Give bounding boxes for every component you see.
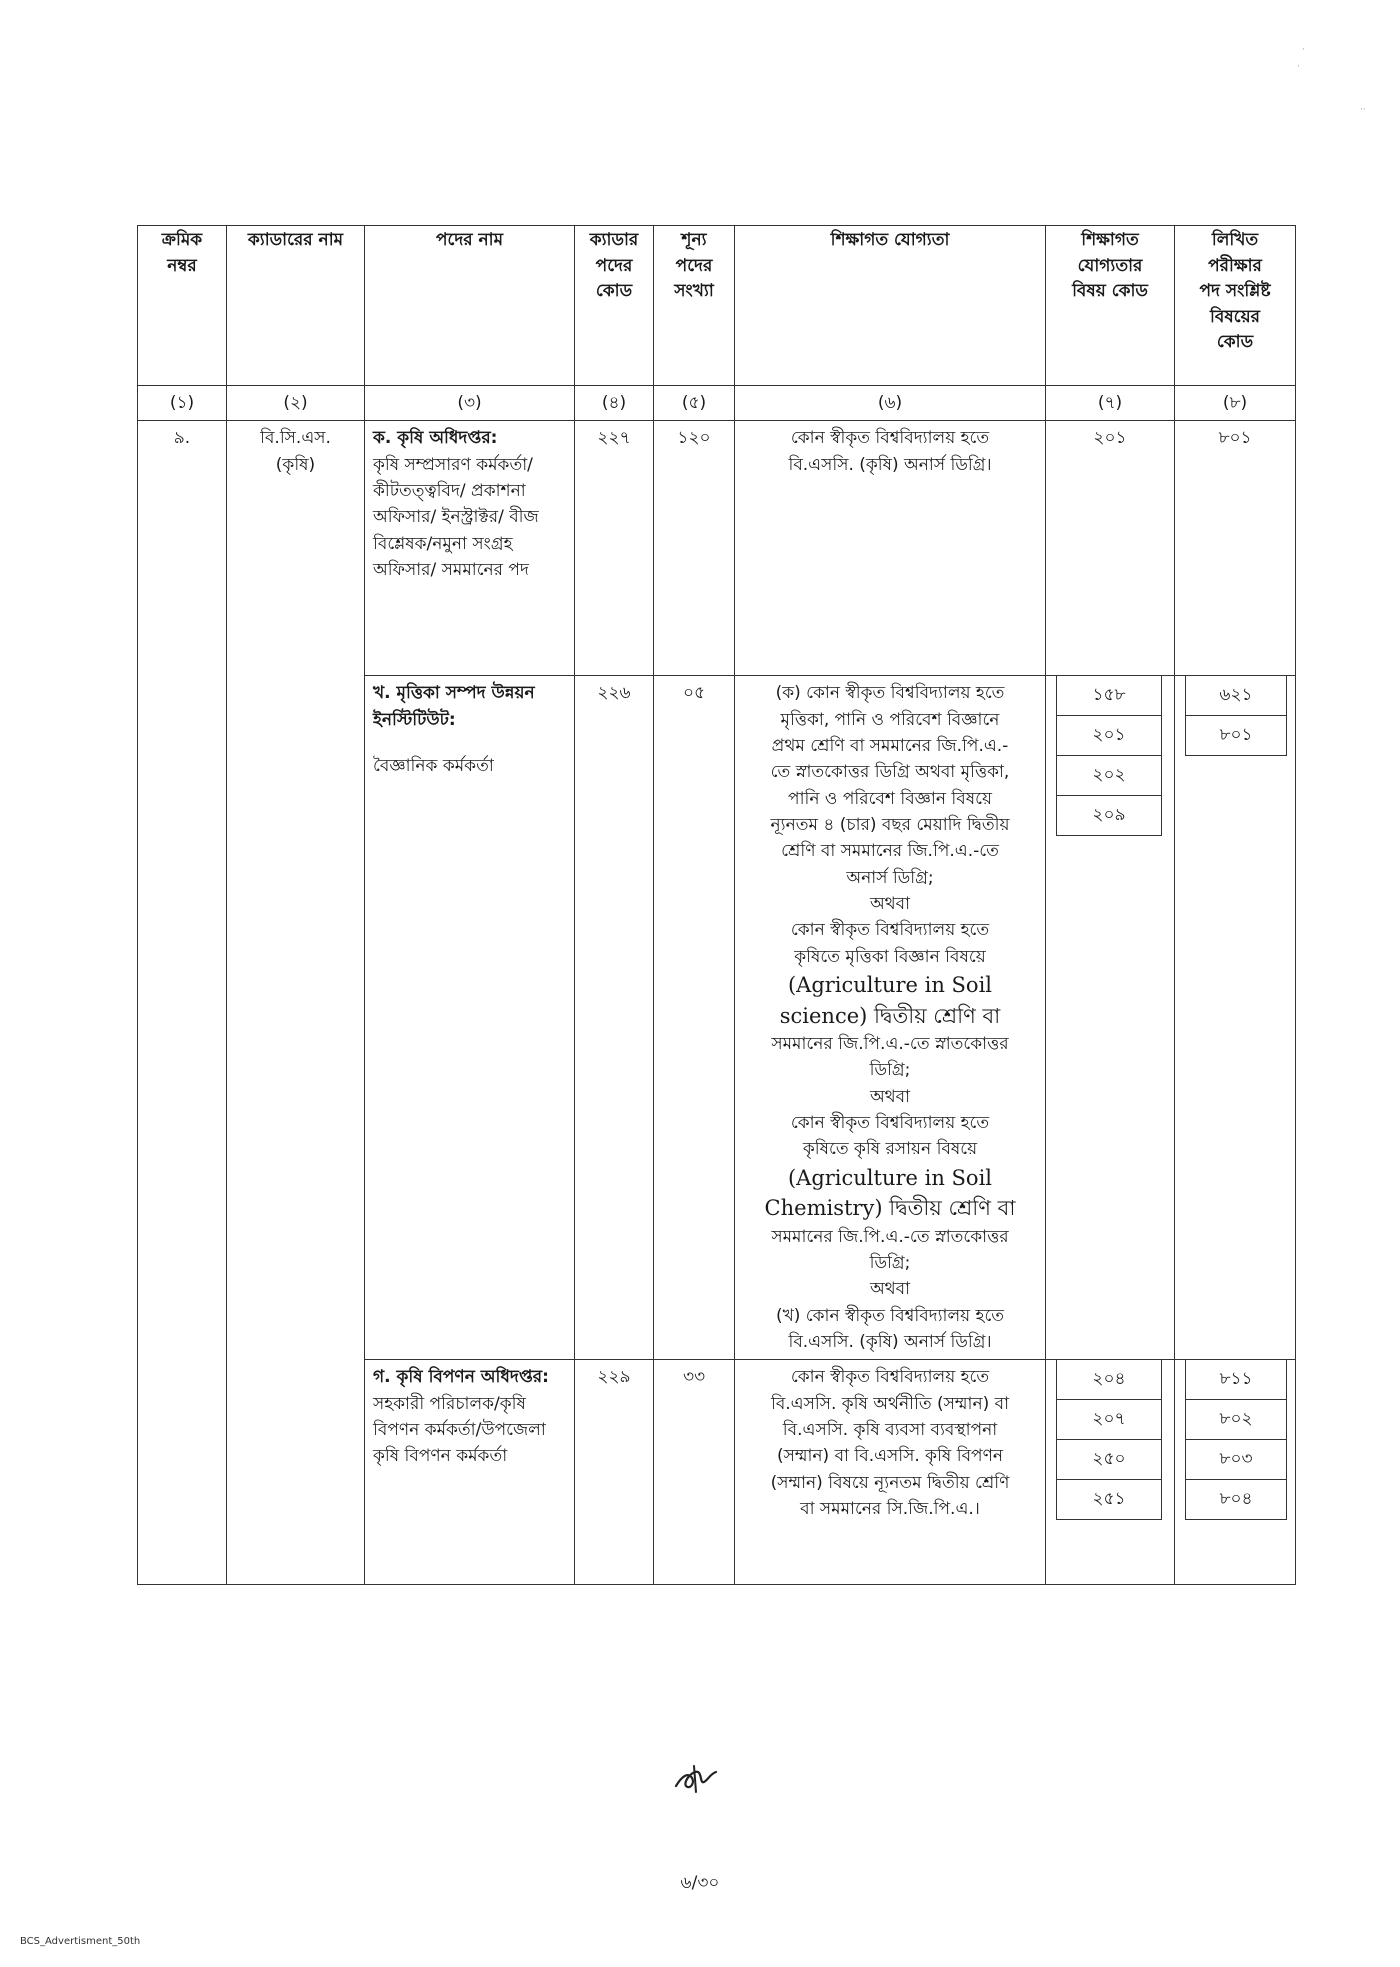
col-number: (৫) <box>654 386 735 421</box>
footer-filename: BCS_Advertisment_50th <box>20 1936 141 1947</box>
department-heading: গ. কৃষি বিপণন অধিদপ্তর: <box>373 1367 549 1388</box>
exam-code: ৮০৪ <box>1219 1489 1253 1510</box>
subject-code: ২০১ <box>1057 716 1161 756</box>
serial-number: ৯. <box>138 421 227 1585</box>
post-name <box>365 676 575 1360</box>
header-serial: ক্রমিক নম্বর <box>138 226 227 386</box>
header-post-name: পদের নাম <box>365 226 575 386</box>
col-number: (৬) <box>735 386 1046 421</box>
exam-code: ৮০৩ <box>1186 1440 1286 1480</box>
column-number-row <box>138 386 1296 421</box>
subject-code: ২৫১ <box>1092 1489 1126 1510</box>
qualification: (ক) কোন স্বীকৃত বিশ্ববিদ্যালয় হতে মৃত্তিকা, পানি ও পরিবেশ বিজ্ঞানে প্রথম শ্রেণি বা সমমানের জি.পি.এ.- তে স্নাতকোত্তর ডিগ্রি অথবা মৃত্তিকা, পানি ও পরিবেশ বিজ্ঞান বিষয়ে ন্যূনতম ৪ (চার) বছর মেয়াদি দ্বিতীয় শ্রেণি বা সমমানের জি.পি.এ.-তে অনার্স ডিগ্রি; অথবা কোন স্বীকৃত বিশ্ববিদ্যালয় হতে কৃষিতে মৃত্তিকা বিজ্ঞান বিষয়ে (Agriculture in Soil science) দ্বিতীয় শ্রেণি বা সমমানের জি.পি.এ.-তে স্নাতকোত্তর ডিগ্রি; অথবা কোন স্বীকৃত বিশ্ববিদ্যালয় হতে কৃষিতে কৃষি রসায়ন বিষয়ে (Agriculture in Soil Chemistry) দ্বিতীয় শ্রেণি বা সমমানের জি.পি.এ.-তে স্নাতকোত্তর ডিগ্রি; অথবা (খ) কোন স্বীকৃত বিশ্ববিদ্যালয় হতে বি.এসসি. (কৃষি) অনার্স ডিগ্রি। <box>735 676 1046 1360</box>
header-cadre-code: ক্যাডার পদের কোড <box>575 226 654 386</box>
exam-code: ৮০১ <box>1219 725 1253 746</box>
post-name <box>365 1360 575 1585</box>
qualification: কোন স্বীকৃত বিশ্ববিদ্যালয় হতে বি.এসসি. (কৃষি) অনার্স ডিগ্রি। <box>735 421 1046 676</box>
vacancy-count: ১২০ <box>654 421 735 676</box>
col-number: (২) <box>227 386 365 421</box>
subject-code: ২০১ <box>1046 421 1175 676</box>
post-row-a <box>138 421 1296 676</box>
subject-code: ২০২ <box>1057 756 1161 796</box>
exam-code: ৬২১ <box>1186 676 1286 716</box>
cadre-name: বি.সি.এস. (কৃষি) <box>227 421 365 1585</box>
col-number: (৩) <box>365 386 575 421</box>
header-vacancy: শূন্য পদের সংখ্যা <box>654 226 735 386</box>
cadre-code: ২২৯ <box>575 1360 654 1585</box>
vacancy-count: ৩৩ <box>654 1360 735 1585</box>
post-title: বৈজ্ঞানিক কর্মকর্তা <box>373 756 494 777</box>
subject-code: ১৫৮ <box>1057 676 1161 716</box>
scan-speck: ·· <box>1360 105 1366 115</box>
scan-speck: · <box>1302 45 1305 55</box>
subject-code: ২০৭ <box>1057 1400 1161 1440</box>
subject-codes <box>1046 1360 1175 1585</box>
signature-initial <box>672 1762 720 1796</box>
cadre-code: ২২৬ <box>575 676 654 1360</box>
exam-code: ৮১১ <box>1186 1360 1286 1400</box>
cadre-code: ২২৭ <box>575 421 654 676</box>
department-heading: ক. কৃষি অধিদপ্তর: <box>373 428 498 449</box>
subject-code: ২০৪ <box>1057 1360 1161 1400</box>
subject-code: ২০৯ <box>1092 805 1126 826</box>
header-subject-code: শিক্ষাগত যোগ্যতার বিষয় কোড <box>1046 226 1175 386</box>
col-number: (৮) <box>1175 386 1296 421</box>
exam-codes <box>1175 676 1296 1360</box>
exam-code: ৮০২ <box>1186 1400 1286 1440</box>
header-qualification: শিক্ষাগত যোগ্যতা <box>735 226 1046 386</box>
exam-codes <box>1175 1360 1296 1585</box>
post-title: সহকারী পরিচালক/কৃষি বিপণন কর্মকর্তা/উপজেলা কৃষি বিপণন কর্মকর্তা <box>373 1393 546 1467</box>
col-number: (৭) <box>1046 386 1175 421</box>
subject-codes <box>1046 676 1175 1360</box>
page-number: ৬/৩০ <box>680 1873 720 1893</box>
header-row <box>138 226 1296 386</box>
header-exam-code: লিখিত পরীক্ষার পদ সংশ্লিষ্ট বিষয়ের কোড <box>1175 226 1296 386</box>
qualification: কোন স্বীকৃত বিশ্ববিদ্যালয় হতে বি.এসসি. কৃষি অর্থনীতি (সম্মান) বা বি.এসসি. কৃষি ব্যবসা ব্যবস্থাপনা (সম্মান) বা বি.এসসি. কৃষি বিপণন (সম্মান) বিষয়ে ন্যূনতম দ্বিতীয় শ্রেণি বা সমমানের সি.জি.পি.এ.। <box>735 1360 1046 1585</box>
department-heading: খ. মৃত্তিকা সম্পদ উন্নয়ন ইনস্টিটিউট: <box>373 683 535 730</box>
post-name <box>365 421 575 676</box>
col-number: (৪) <box>575 386 654 421</box>
exam-code: ৮০১ <box>1175 421 1296 676</box>
header-cadre: ক্যাডারের নাম <box>227 226 365 386</box>
col-number: (১) <box>138 386 227 421</box>
subject-code: ২৫০ <box>1057 1440 1161 1480</box>
post-title: কৃষি সম্প্রসারণ কর্মকর্তা/ কীটতত্ত্ববিদ/ প্রকাশনা অফিসার/ ইনস্ট্রাক্টর/ বীজ বিশ্লেষক/নমুনা সংগ্রহ অফিসার/ সমমানের পদ <box>373 454 539 581</box>
scan-speck: · <box>1297 62 1300 72</box>
recruitment-table <box>137 225 1296 1585</box>
vacancy-count: ০৫ <box>654 676 735 1360</box>
